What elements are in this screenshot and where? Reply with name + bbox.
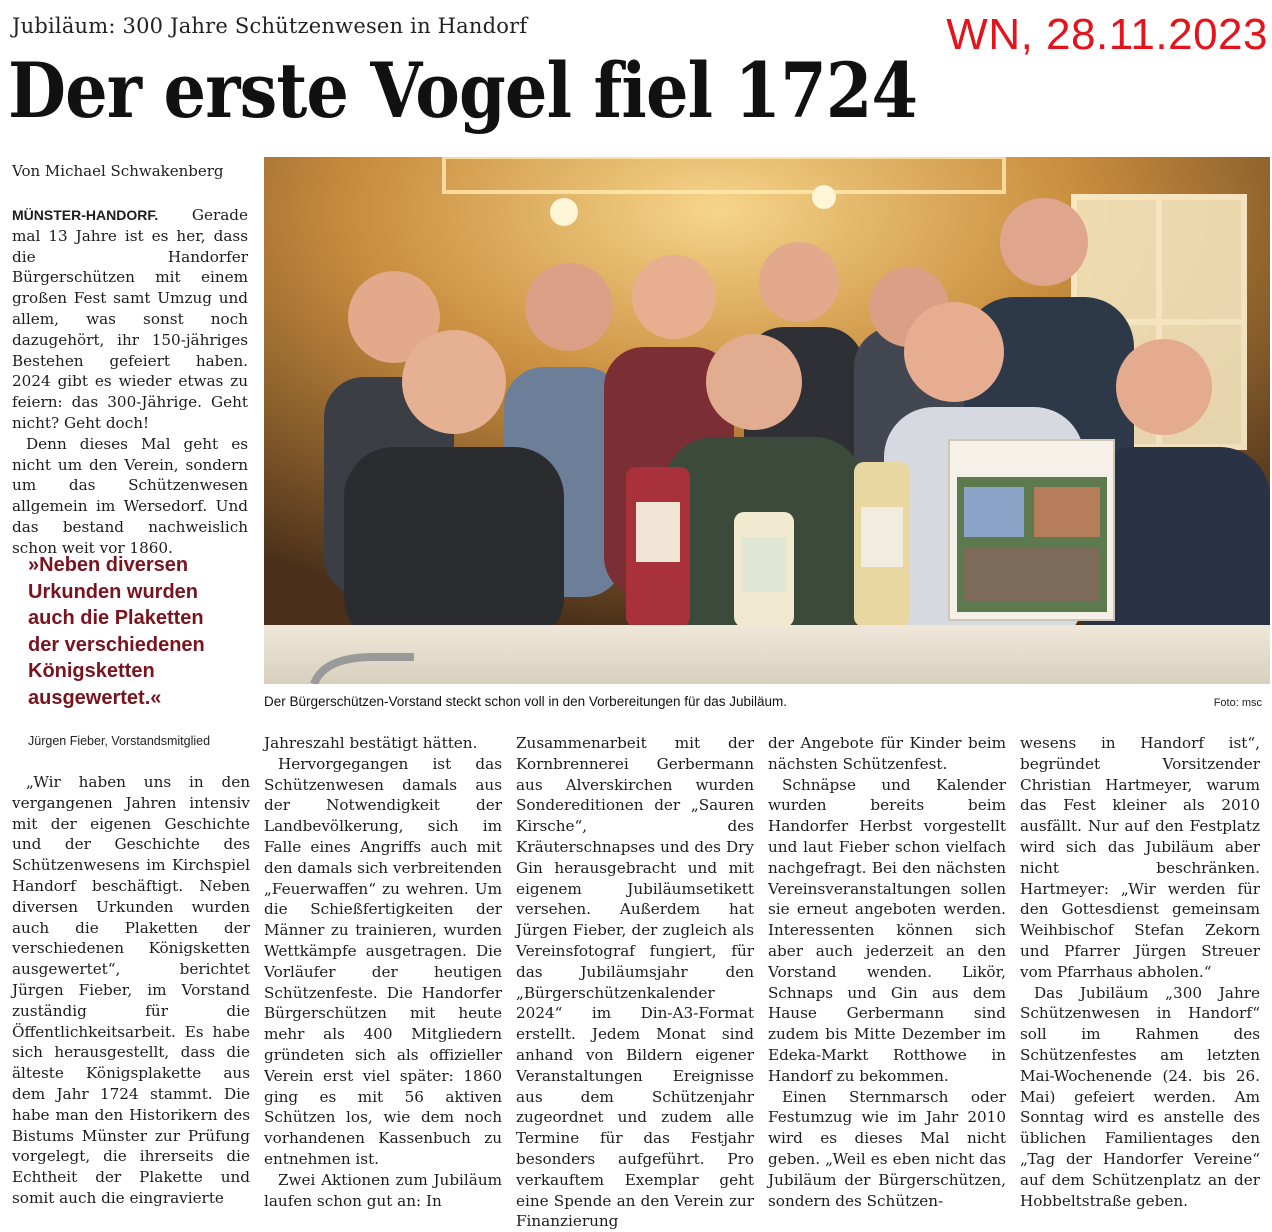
pull-quote: »Neben diversen Urkunden wurden auch die Plaketten der verschiedenen Königsketten ausgewertet.« xyxy=(28,554,205,709)
column-2-paragraph-3: Zwei Aktionen zum Jubiläum laufen schon gut an: In xyxy=(264,1170,502,1210)
column-3-paragraph: Zusammenarbeit mit der Kornbrennerei Gerbermann aus Alverskirchen wurden Sondereditionen der „Sauren Kirsche“, des Kräuterschnapses und des Dry Gin herausgebracht und mit eigenem Jubiläumsetikett versehen. Außerdem hat Jürgen Fieber, der zugleich als Vereinsfotograf fungiert, für das Jubiläumsjahr den „Bürgerschützenkalender 2024“ im Din-A3-Format erstellt. Jedem Monat sind anhand von Bildern eigener Veranstaltungen Ereignisse aus dem Schützenjahr zugeordnet und zudem alle Termine für das Festjahr besonders aufgeführt. Pro verkauftem Exemplar geht eine Spende an den Verein zur Finanzierung xyxy=(516,734,754,1231)
body-column-4 xyxy=(768,733,1006,1211)
byline: Von Michael Schwakenberg xyxy=(12,162,224,180)
body-column-2 xyxy=(264,733,502,1211)
photo-illustration xyxy=(264,157,1270,684)
body-column-1 xyxy=(12,772,250,1209)
column-2-paragraph-2: Hervorgegangen ist das Schützenwesen damals aus der Notwendigkeit der Landbevölkerung, sich im Falle eines Angriffs auch mit den damals sich verbreitenden „Feuerwaffen“ zu wehren. Um die Schießfertigkeiten der Männer zu trainieren, wurden Wettkämpfe ausgetragen. Die Vorläufer der heutigen Schützenfeste. Die Handorfer Bürgerschützen mit heute mehr als 400 Mitgliedern gründeten sich als offizieller Verein erst viel später: 1860 ging es mit 56 aktiven Schützen los, wie dem noch vorhandenen Kassenbuch zu entnehmen ist. xyxy=(264,754,502,1168)
column-4-paragraph-3: Einen Sternmarsch oder Festumzug wie im Jahr 2010 wird es dieses Mal nicht geben. „Weil es eben nicht das Jubiläum der Bürgerschützen, sondern des Schützen- xyxy=(768,1087,1006,1210)
column-2-paragraph-1: Jahreszahl bestätigt hätten. xyxy=(264,734,478,752)
column-5-paragraph-2: Das Jubiläum „300 Jahre Schützenwesen in Handorf“ soll im Rahmen des Schützenfestes am letzten Mai-Wochenende (24. bis 26. Mai) gefeiert werden. Am Sonntag wird es anstelle des üblichen Familientages den „Tag der Handorfer Vereine“ auf dem Schützenplatz an der Hobbeltstraße geben. xyxy=(1020,983,1260,1210)
headline: Der erste Vogel fiel 1724 xyxy=(8,46,918,135)
intro-paragraph-2: Denn dieses Mal geht es nicht um den Verein, sondern um das Schützenwesen allgemein im Wersedorf. Und das bestand nachweislich schon weit vor 1860. xyxy=(12,434,248,557)
intro-column xyxy=(12,205,248,559)
date-stamp: WN, 28.11.2023 xyxy=(946,10,1268,59)
pull-quote-attribution: Jürgen Fieber, Vorstandsmitglied xyxy=(28,734,211,748)
dateline: MÜNSTER-HANDORF. xyxy=(12,207,159,223)
column-5-paragraph-1: wesens in Handorf ist“, begründet Vorsitzender Christian Hartmeyer, warum das Fest kleiner als 2010 ausfällt. Nur auf den Festplatz wird sich das Jubiläum aber nicht beschränken. Hartmeyer: „Wir werden für den Gottesdienst gemeinsam Weihbischof Stefan Zekorn und Pfarrer Jürgen Streuer vom Pfarrhaus abholen.“ xyxy=(1020,734,1260,981)
kicker: Jubiläum: 300 Jahre Schützenwesen in Handorf xyxy=(12,14,528,38)
column-4-paragraph-2: Schnäpse und Kalender wurden bereits beim Handorfer Herbst vorgestellt und laut Fieber schon vielfach nachgefragt. Bei den nächsten Vereinsveranstaltungen sollen sie erneut angeboten werden. Interessenten können sich aber auch jederzeit an den Vorstand wenden. Likör, Schnaps und Gin aus dem Hause Gerbermann sind zudem bis Mitte Dezember im Edeka-Markt Rotthowe in Handorf zu bekommen. xyxy=(768,775,1006,1085)
column-4-paragraph-1: der Angebote für Kinder beim nächsten Schützenfest. xyxy=(768,734,1006,773)
intro-text-1: Gerade mal 13 Jahre ist es her, dass die Handorfer Bürgerschützen mit einem großen Fest samt Umzug und allem, was sonst noch dazugehört, ihr 150-jähriges Bestehen gefeiert haben. 2024 gibt es wieder etwas zu feiern: das 300-Jährige. Geht nicht? Geht doch! xyxy=(12,206,248,432)
intro-paragraph-1 xyxy=(12,205,248,434)
photo-credit: Foto: msc xyxy=(1213,697,1262,709)
body-column-5 xyxy=(1020,733,1260,1211)
group-photo xyxy=(264,157,1270,684)
body-column-3 xyxy=(516,733,754,1232)
photo-caption: Der Bürgerschützen-Vorstand steckt schon voll in den Vorbereitungen für das Jubiläum. xyxy=(264,694,788,709)
column-1-paragraph: „Wir haben uns in den vergangenen Jahren intensiv mit der eigenen Geschichte und der Geschichte des Schützenwesens im Kirchspiel Handorf beschäftigt. Neben diversen Urkunden wurden auch die Plaketten der verschiedenen Königsketten ausgewertet“, berichtet Jürgen Fieber, im Vorstand zuständig für die Öffentlichkeitsarbeit. Es habe sich herausgestellt, dass die älteste Königsplakette aus dem Jahr 1724 stammt. Die habe man den Historikern des Bistums Münster zur Prüfung vorgelegt, die ihrerseits die Echtheit der Plakette und somit auch die eingravierte xyxy=(12,773,250,1207)
